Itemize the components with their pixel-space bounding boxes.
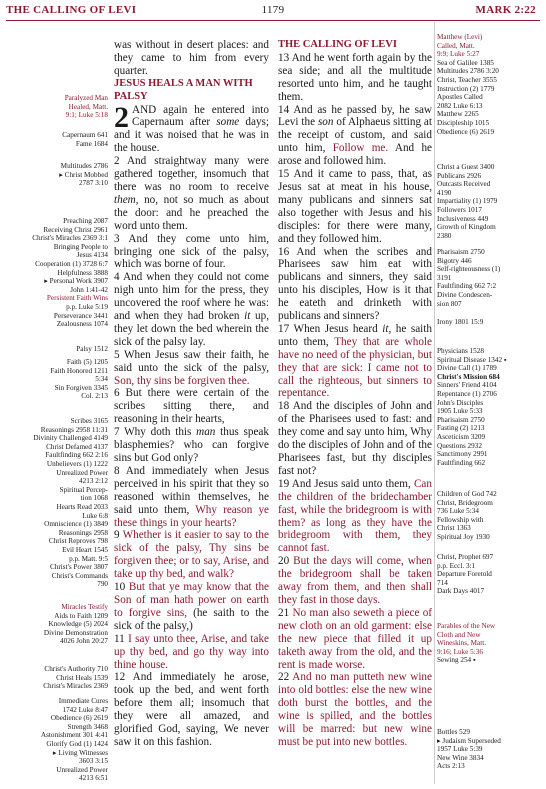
margin-note: Sin Forgiven 3345 [54, 383, 108, 392]
margin-note: Aids to Faith 1209 [54, 611, 108, 620]
verse-text: AND again he entered into Capernaum after [132, 103, 269, 129]
verse-text: 22 [278, 671, 293, 684]
verse [114, 39, 269, 78]
margin-note: Paralyzed Man [64, 94, 108, 102]
verse [278, 607, 432, 672]
margin-note: Sanctimony 2991 [437, 450, 488, 459]
margin-note: Multitudes 2786 3:20 [437, 67, 499, 76]
margin-note: Acts 2:13 [437, 762, 465, 771]
margin-note: 4190 [437, 188, 452, 197]
margin-note: Christ, Teacher 3555 [437, 75, 497, 84]
verse-text: 14 And as he passed by, he saw Levi the [278, 103, 432, 129]
verse [278, 168, 432, 245]
section-heading: THE CALLING OF LEVI [278, 39, 397, 50]
verse-text: 15 And it came to pass, that, as Jesus sat at meat in his house, many publicans and sinners sat also together with Jesus and his disciples: for there were many, and they followed him. [278, 168, 432, 245]
verse-text: (he saith to the sick of the palsy,) [114, 606, 269, 632]
margin-note: Cooperation (1) 3728 6:7 [35, 259, 108, 268]
margin-note: Christ's Commands [51, 571, 108, 580]
margin-note: Pharisaism 2750 [437, 415, 485, 424]
margin-note: New Wine 3834 [437, 753, 484, 762]
margin-note: Wineskins, Matt. [437, 639, 487, 648]
verse [278, 478, 432, 555]
verse-text: And he arose and followed him. [278, 142, 433, 168]
margin-note: p.p. Eccl. 3:1 [437, 561, 476, 570]
margin-note: Christ's Mission 684 [437, 372, 500, 381]
section-heading: JESUS HEALS A MAN WITH PALSY [114, 77, 253, 102]
verse [114, 465, 269, 530]
verse [278, 52, 432, 104]
words-of-christ: Whether is it easier to say to the sick of the palsy, Thy sins be forgiven thee; or to say, Arise, and take up thy bed, and walk? [114, 529, 269, 581]
margin-note: 5:34 [95, 375, 108, 384]
margin-note-group [4, 217, 108, 329]
margin-note: John's Disciples [437, 398, 484, 407]
page-number: 1179 [261, 4, 285, 16]
margin-note: Faith (5) 1205 [66, 358, 108, 366]
margin-note: Sea of Galilee 1385 [437, 58, 494, 67]
margin-note: ▸ Living Witnesses [52, 748, 108, 757]
margin-note: 714 [437, 578, 448, 587]
margin-note: Immediate Cures [58, 697, 108, 705]
verse [114, 271, 269, 348]
margin-note: Bottles 529 [437, 728, 470, 736]
margin-note: Impartiality (1) 1979 [437, 197, 498, 206]
margin-note: Unrealized Power [56, 468, 108, 477]
margin-note: Spiritual Disease 1342 ▪ [437, 355, 507, 364]
margin-note: Asceticism 3209 [437, 432, 486, 441]
margin-note-group [4, 665, 108, 691]
verse-text: thus speak blasphemies? who can forgive sins but God only? [114, 426, 269, 464]
margin-note: Faultfinding 662 [437, 458, 486, 467]
margin-note: Christ's Miracles 2369 [43, 682, 108, 691]
margin-note: Sinners' Friend 4104 [437, 381, 497, 390]
verse-text: 4 And when they could not come nigh unto him for the press, they uncovered the roof where he was: and when they had broken [114, 271, 269, 323]
margin-note: Obedience (6) 2619 [437, 127, 495, 136]
margin-note-group [437, 553, 543, 596]
margin-note: p.p. Matt. 9:5 [69, 554, 108, 563]
margin-note: Bigotry 446 [437, 256, 472, 265]
margin-note-group [437, 248, 543, 308]
margin-note: 2082 Luke 6:13 [437, 101, 483, 110]
margin-note: Matthew 2265 [437, 110, 479, 119]
verse [278, 400, 432, 477]
margin-note: Followers 1017 [437, 205, 482, 214]
verse-text: it, [382, 322, 392, 335]
margin-note: Sewing 254 ▪ [437, 656, 476, 665]
margin-note: Spiritual Percep- [59, 485, 108, 494]
verse-text: 17 When Jesus heard [278, 322, 383, 335]
margin-note: Divine Condescen- [437, 290, 493, 299]
verse [114, 349, 269, 388]
margin-note: Dark Days 4017 [437, 587, 485, 596]
margin-note: Christ 1363 [437, 524, 471, 533]
margin-note: Christ, Prophet 697 [437, 553, 494, 561]
margin-note: Christ, Bridegroom [437, 498, 493, 507]
verse-text: man [196, 426, 216, 439]
margin-note: 2787 3:10 [79, 179, 108, 188]
verse-text: he saith unto them, [278, 322, 432, 348]
verse-text: 2 And straightway many were gathered together, insomuch that there was no room to receive [114, 155, 269, 193]
margin-note: Departure Foretold [437, 570, 492, 579]
margin-note: Fellowship with [437, 515, 484, 524]
margin-note: Obedience (6) 2619 [50, 714, 108, 723]
verse [278, 671, 432, 748]
margin-note: Healed, Matt. [68, 102, 108, 111]
margin-note: Persistent Faith Wins [46, 294, 108, 303]
margin-note-group [437, 490, 543, 542]
words-of-christ: Follow me. [332, 142, 389, 155]
header-rule [6, 20, 540, 21]
verse-text: it [244, 310, 251, 323]
margin-note: Preaching 2087 [63, 217, 108, 225]
margin-note-group [437, 622, 543, 665]
margin-note: Perseverance 3441 [53, 311, 108, 320]
verse-text: 7 Why doth this [114, 426, 197, 439]
margin-note: 4213 2:12 [79, 477, 108, 486]
verse-text: of Alphaeus sitting at the receipt of custom, and said unto him, [278, 116, 432, 155]
margin-note: Jesus 4134 [76, 251, 108, 260]
margin-note: Christ Heals 1539 [56, 673, 108, 682]
text-column-1 [114, 39, 269, 749]
margin-note: Pharisaism 2750 [437, 248, 485, 256]
margin-note: Questions 2932 [437, 441, 482, 450]
words-of-christ: They that are whole have no need of the physician, but they that are sick: I came not to call the righteous, but sinners to repentance. [278, 335, 433, 400]
margin-note: Unbelievers (1) 1222 [46, 459, 108, 468]
margin-note: Spiritual Joy 1930 [437, 532, 490, 541]
margin-note: Repentance (1) 2706 [437, 389, 497, 398]
margin-note: Physicians 1528 [437, 347, 484, 355]
verse [114, 529, 269, 581]
margin-note: Publicans 2926 [437, 171, 482, 180]
margin-note: Unrealized Power [56, 765, 108, 774]
margin-note: Omniscience (1) 3849 [44, 520, 108, 529]
verse-text: 5 When Jesus saw their faith, he said unto the sick of the palsy, [114, 348, 269, 374]
margin-note-group [4, 697, 108, 783]
words-of-christ: Why reason ye these things in your hearts? [114, 503, 269, 529]
margin-note: 3603 3:15 [79, 757, 108, 766]
margin-note: Growth of Kingdom [437, 223, 496, 232]
margin-note: Faith Honored 1211 [50, 366, 108, 375]
margin-note: Evil Heart 1545 [62, 545, 108, 554]
running-head-left: THE CALLING OF LEVI [6, 4, 137, 16]
verse-text: 21 [278, 606, 293, 619]
verse [278, 104, 432, 169]
margin-note-group [437, 33, 543, 136]
words-of-christ: I say unto thee, Arise, and take up thy bed, and go thy way into thine house. [114, 632, 270, 671]
margin-note: Fasting (2) 1213 [437, 424, 485, 433]
verse [114, 581, 269, 633]
verse-text: days; and it was noised that he was in the house. [114, 116, 270, 155]
verse [114, 100, 270, 156]
margin-note-group [4, 358, 108, 401]
margin-note: Miracles Testify [61, 603, 108, 611]
verse-text: was without in desert places: and they came to him from every quarter. [114, 39, 269, 77]
verse-text: 6 But there were certain of the scribes sitting there, and reasoning in their hearts, [114, 387, 269, 426]
margin-note: Divinity Challenged 4149 [33, 434, 108, 443]
verse [278, 246, 432, 323]
margin-note-group [4, 417, 108, 589]
margin-note: p.p. Luke 5:19 [66, 302, 108, 311]
words-of-christ: No man also seweth a piece of new cloth on an old garment: else the new piece that filled it up taketh away from the old, and the rent is made worse. [278, 606, 433, 671]
verse-text: some [216, 116, 240, 129]
margin-divider [434, 22, 435, 784]
margin-note: Christ's Miracles 2369 3:1 [32, 234, 108, 243]
margin-note: Divine Call (1) 1789 [437, 364, 497, 373]
margin-note: 4213 6:51 [79, 774, 108, 783]
margin-note: Parables of the New [437, 622, 496, 630]
verse-text: 19 And Jesus said unto them, [278, 477, 414, 490]
verse [278, 555, 432, 607]
margin-note: Helpfulness 3888 [57, 268, 108, 277]
margin-note-group [437, 347, 543, 467]
margin-note: Christ Reproves 798 [48, 537, 108, 546]
margin-note: Inclusiveness 449 [437, 214, 489, 223]
margin-note: Astonishment 301 4:41 [40, 731, 108, 740]
margin-note: Self-righteousness (1) [437, 265, 501, 274]
margin-note: Luke 6:8 [82, 511, 108, 520]
verse-text: 9 [114, 529, 123, 542]
margin-note: Christ Defamed 4137 [46, 442, 108, 451]
margin-note-group [437, 728, 543, 771]
margin-note: 1957 Luke 5:39 [437, 745, 483, 754]
margin-note-group [437, 163, 543, 240]
margin-note: 9:1; Luke 5:18 [65, 111, 108, 120]
words-of-christ: Son, thy sins be forgiven thee. [114, 374, 250, 387]
margin-note-group [4, 345, 108, 354]
margin-note: Matthew (Levi) [437, 33, 483, 41]
margin-note-group [4, 603, 108, 646]
verse-text: no, not so much as about the door: and he preached the word unto them. [114, 193, 269, 232]
verse [114, 387, 269, 426]
margin-note: Christ's Power 3807 [50, 563, 108, 572]
margin-note: Strength 3468 [67, 722, 108, 731]
margin-note: Faultfinding 662 7:2 [437, 282, 497, 291]
verse [114, 233, 269, 272]
margin-note: ▸ Christ Mobbed [59, 170, 108, 179]
margin-note: Discipleship 1015 [437, 118, 490, 127]
margin-note: Receiving Christ 2961 [43, 225, 108, 234]
margin-note: Reasonings 2958 11:31 [40, 425, 108, 434]
margin-note: sion 807 [437, 299, 462, 308]
margin-note: Multitudes 2786 [60, 162, 108, 170]
verse-text: 18 And the disciples of John and of the Pharisees used to fast: and they come and say unto him, Why do the disciples of John and of the Pharisees fast, but thy disciples fast not? [278, 400, 432, 477]
verse [114, 426, 269, 465]
margin-note: Apostles Called [437, 93, 483, 102]
margin-note: 1742 Luke 8:47 [62, 705, 108, 714]
margin-note: ▸ Personal Work 3907 [44, 277, 108, 286]
margin-note: Outcasts Received [437, 180, 491, 189]
margin-note: 3191 [437, 273, 452, 282]
margin-note: Glorify God (1) 1424 [46, 739, 108, 748]
verse [114, 671, 269, 748]
margin-note-group [4, 162, 108, 188]
words-of-christ: But the days will come, when the bridegroom shall be taken away from them, and then shall they fast in those days. [278, 555, 432, 606]
margin-note: Zealousness 1074 [56, 320, 108, 329]
margin-note: Palsy 1512 [76, 345, 108, 353]
margin-note: Faultfinding 662 2:16 [45, 451, 108, 460]
margin-note: Christ a Guest 3400 [437, 163, 495, 171]
verse-text: 20 [278, 555, 294, 568]
margin-note: Hearts Read 2033 [56, 502, 108, 511]
verse-text: 10 [114, 581, 129, 594]
margin-note: Bringing People to [53, 242, 108, 251]
margin-note: Col. 2:13 [81, 392, 108, 401]
verse [278, 323, 432, 400]
margin-note-group [4, 131, 108, 148]
verse [114, 633, 269, 672]
margin-note: tion 1068 [80, 494, 108, 503]
margin-note: 790 [97, 580, 108, 589]
margin-note: 2380 [437, 231, 452, 240]
verse-text: son [317, 116, 334, 129]
margin-note: 4026 John 20:27 [60, 637, 108, 646]
margin-note: Children of God 742 [437, 490, 497, 498]
verse-text: 8 And immediately when Jesus perceived in his spirit that they so reasoned within themselves, he said unto them, [114, 464, 269, 516]
margin-note-group [4, 94, 108, 120]
words-of-christ: Can the children of the bridechamber fast, while the bridegroom is with them? as long as they have the bridegroom with them, they cannot fast. [278, 477, 432, 555]
verse-text: 16 And when the scribes and Pharisees saw him eat with publicans and sinners, they said unto his disciples, How is it that he eateth and drinketh with publicans and sinners? [278, 245, 432, 323]
verse [114, 155, 269, 232]
margin-note: Cloth and New [437, 630, 481, 639]
margin-note: Capernaum 641 [62, 131, 108, 139]
margin-note: Scribes 3165 [70, 417, 108, 425]
chapter-number: 2 [114, 100, 129, 134]
margin-note: Irony 1801 15:9 [437, 318, 484, 326]
text-column-2 [278, 39, 432, 749]
verse-text: 11 [114, 632, 129, 645]
margin-note: 1905 Luke 5:33 [437, 407, 483, 416]
words-of-christ: But that ye may know that the Son of man hath power on earth to forgive sins, [114, 581, 269, 619]
margin-note: Called, Matt. [437, 41, 475, 50]
margin-note: ▸ Judaism Superseded [437, 736, 501, 745]
margin-note: Instruction (2) 1779 [437, 84, 495, 93]
verse-text: 12 And immediately he arose, took up the bed, and went forth before them all; insomuch that they were all amazed, and glorified God, saying, We never saw it on this fashion. [114, 671, 269, 748]
verse-text: them, [114, 193, 139, 206]
verse-text: 13 And he went forth again by the sea side; and all the multitude resorted unto him, and he taught them. [278, 51, 432, 103]
margin-note: Christ's Authority 710 [44, 665, 108, 673]
margin-note: Reasonings 2958 [58, 528, 108, 537]
margin-note: Divine Demonstration [43, 628, 108, 637]
margin-note: 9:16; Luke 5:36 [437, 647, 483, 656]
margin-note: John 1:41-42 [70, 285, 108, 294]
verse-text: up, they let down the bed wherein the sick of the palsy lay. [114, 310, 269, 348]
margin-note: 9:9; Luke 5:27 [437, 50, 480, 59]
margin-note: Fame 1684 [75, 139, 108, 148]
margin-note-group [437, 318, 543, 327]
margin-note: 736 Luke 5:34 [437, 507, 479, 516]
verse-text: 3 And they come unto him, bringing one sick of the palsy, which was borne of four. [114, 232, 269, 271]
words-of-christ: And no man putteth new wine into old bottles: else the new wine doth burst the bottles, and the wine is spilled, and the bottles will be marred: but new wine must be put into new bottles. [278, 671, 432, 748]
running-head-right: MARK 2:22 [475, 4, 536, 16]
margin-note: Knowledge (5) 2024 [48, 620, 108, 629]
